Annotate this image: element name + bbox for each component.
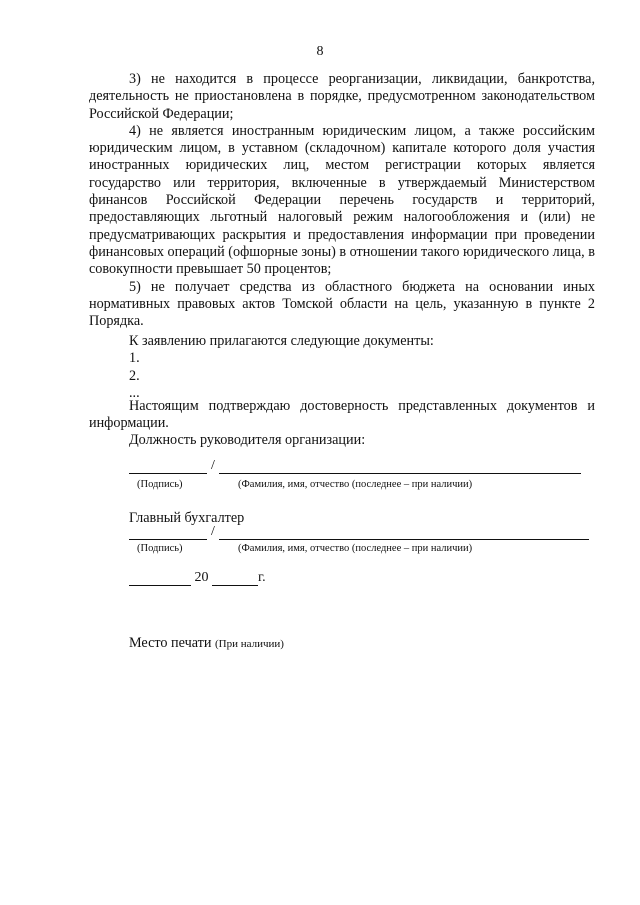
paragraph-5: 5) не получает средства из областного бюджета на основании иных нормативных правовых актов Томской области на цель, указанную в пункте 2 Порядка. bbox=[89, 278, 595, 330]
requirements-list bbox=[89, 71, 595, 330]
signature-slash-2: / bbox=[211, 524, 215, 539]
attachment-item-2: 2. bbox=[129, 367, 140, 384]
date-suffix: г. bbox=[258, 570, 266, 585]
date-row bbox=[129, 570, 266, 586]
signature-line-1[interactable] bbox=[129, 459, 207, 474]
signature-line-2[interactable] bbox=[129, 525, 207, 540]
name-caption-2: (Фамилия, имя, отчество (последнее – при наличии) bbox=[238, 543, 473, 554]
name-caption-1: (Фамилия, имя, отчество (последнее – при наличии) bbox=[238, 479, 473, 490]
name-line-1[interactable] bbox=[219, 459, 581, 474]
signature-row-2 bbox=[129, 524, 589, 540]
signature-caption-1: (Подпись) bbox=[137, 479, 183, 490]
stamp-note: (При наличии) bbox=[214, 638, 284, 650]
signature-row-1 bbox=[129, 458, 581, 474]
chief-accountant-label: Главный бухгалтер bbox=[129, 510, 245, 526]
paragraph-3: 3) не находится в процессе реорганизации, ликвидации, банкротства, деятельность не приостановлена в порядке, предусмотренном законодательством Российской Федерации; bbox=[89, 71, 595, 122]
date-day-line[interactable] bbox=[129, 571, 191, 586]
attachment-item-ellipsis: ... bbox=[129, 384, 140, 401]
attachments-intro: К заявлению прилагаются следующие документы: bbox=[129, 333, 434, 349]
confirmation-text: Настоящим подтверждаю достоверность представленных документов и информации. bbox=[89, 398, 595, 432]
name-line-2[interactable] bbox=[219, 525, 589, 540]
position-label: Должность руководителя организации: bbox=[129, 432, 366, 448]
attachments-block bbox=[89, 333, 595, 402]
signature-slash-1: / bbox=[211, 458, 215, 473]
attachment-item-1: 1. bbox=[129, 350, 140, 367]
confirmation-block bbox=[89, 398, 595, 433]
date-year-prefix: 20 bbox=[194, 570, 209, 585]
page-number: 8 bbox=[316, 44, 324, 59]
paragraph-4: 4) не является иностранным юридическим лицом, а также российским юридическим лицом, в уставном (складочном) капитале которого доля участия иностранных юридических лиц, местом регистрации которых является государство или территория, включенные в утверждаемый Министерством финансов Российской Федерации перечень государств и территорий, предоставляющих льготный налоговый режим налогообложения и (или) не предусматривающих раскрытия и предоставления информации при проведении финансовых операций (офшорные зоны) в отношении такого юридического лица, в совокупности превышает 50 процентов; bbox=[89, 122, 595, 278]
date-year-line[interactable] bbox=[212, 571, 258, 586]
signature-caption-2: (Подпись) bbox=[137, 543, 183, 554]
stamp-label: Место печати bbox=[129, 635, 212, 651]
stamp-place bbox=[129, 635, 284, 652]
